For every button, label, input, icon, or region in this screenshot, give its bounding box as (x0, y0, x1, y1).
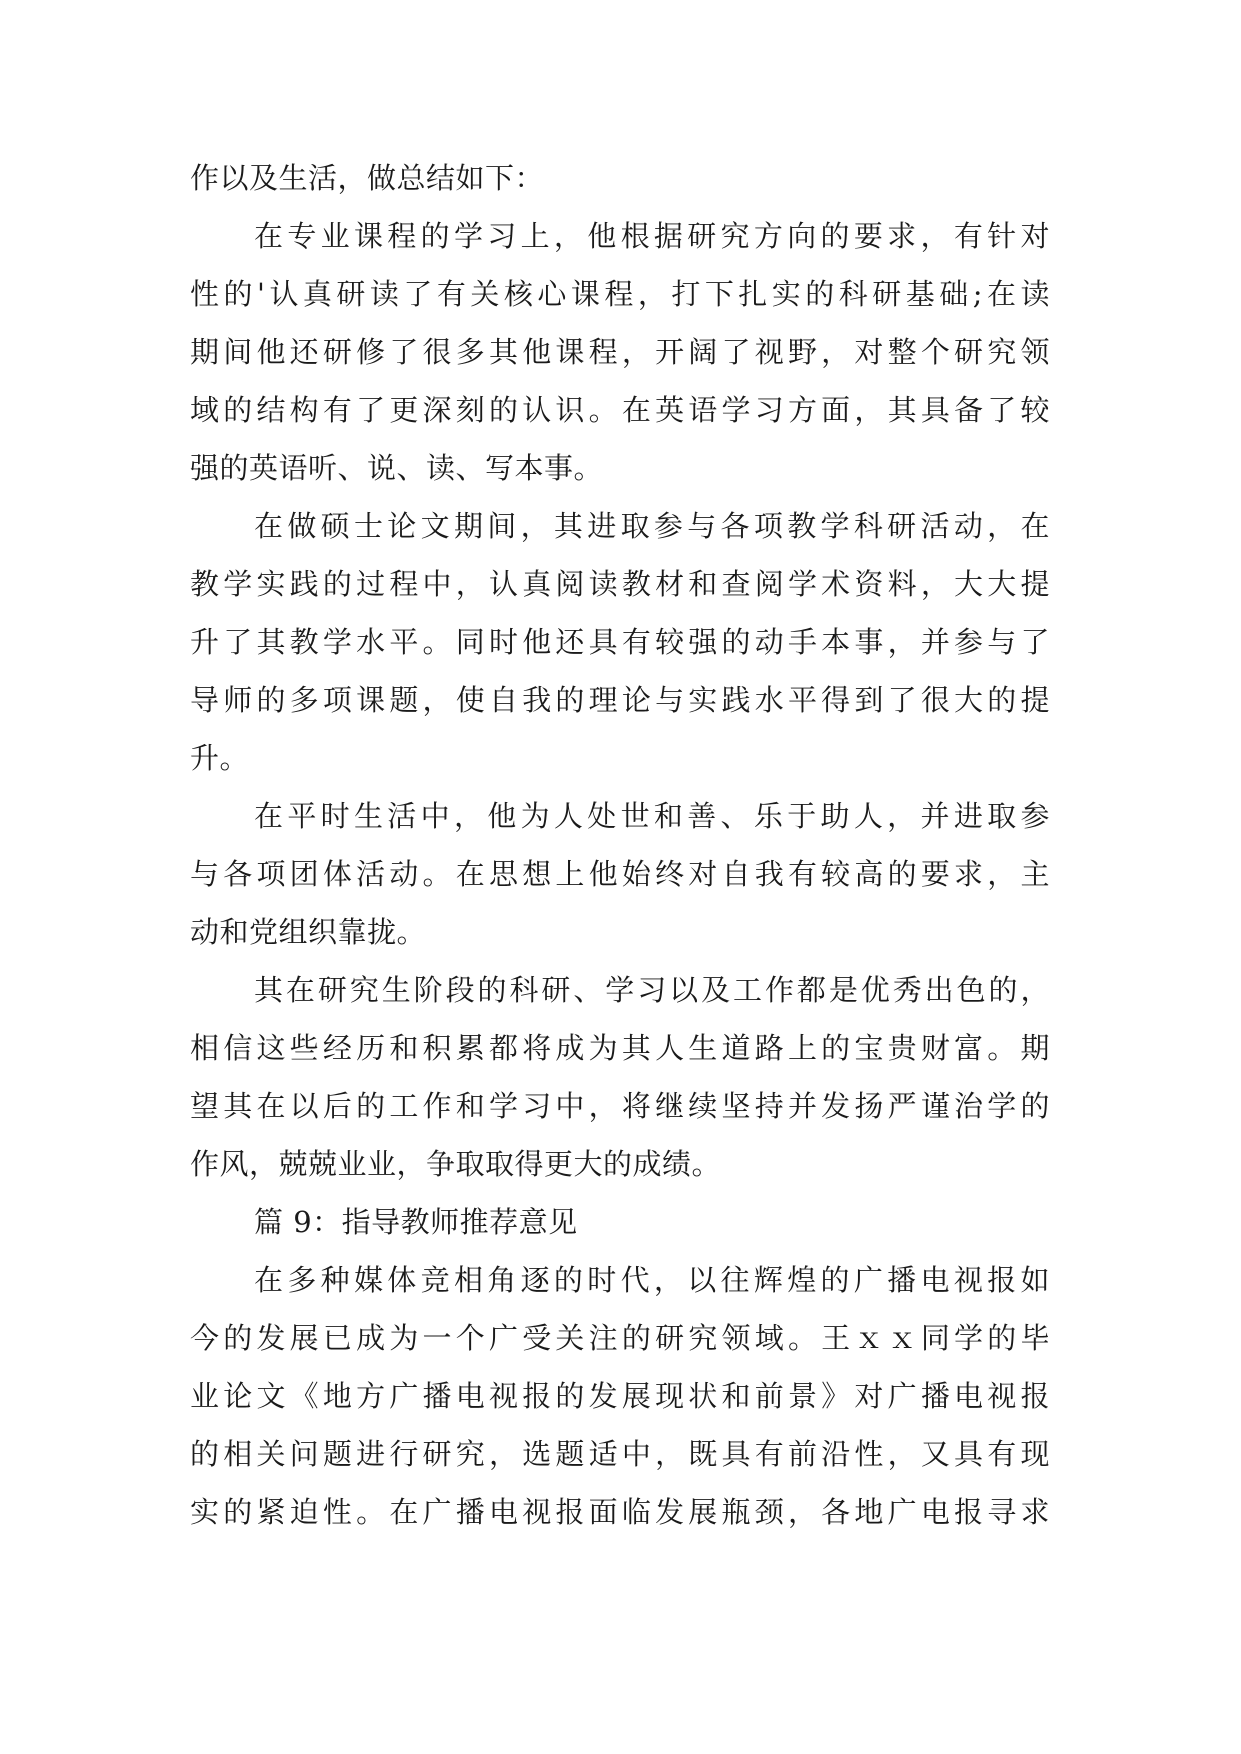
text-line: 期间他还研修了很多其他课程，开阔了视野，对整个研究领 (190, 335, 1050, 369)
text-line: 强的英语听、说、读、写本事。 (190, 451, 604, 485)
text-line: 升了其教学水平。同时他还具有较强的动手本事，并参与了 (190, 625, 1050, 659)
text-line: 在专业课程的学习上，他根据研究方向的要求，有针对 (254, 219, 1050, 253)
text-line: 域的结构有了更深刻的认识。在英语学习方面，其具备了较 (190, 393, 1050, 427)
text-line: 在平时生活中，他为人处世和善、乐于助人，并进取参 (254, 799, 1050, 833)
text-line: 在多种媒体竞相角逐的时代，以往辉煌的广播电视报如 (254, 1263, 1050, 1297)
text-line: 作风，兢兢业业，争取取得更大的成绩。 (190, 1147, 722, 1181)
text-line: 性的'认真研读了有关核心课程，打下扎实的科研基础;在读 (190, 277, 1050, 311)
text-line: 升。 (190, 741, 250, 775)
text-line: 作以及生活，做总结如下： (190, 161, 545, 195)
text-line: 的相关问题进行研究，选题适中，既具有前沿性，又具有现 (190, 1437, 1050, 1471)
text-line: 导师的多项课题，使自我的理论与实践水平得到了很大的提 (190, 683, 1050, 717)
text-line: 相信这些经历和积累都将成为其人生道路上的宝贵财富。期 (190, 1031, 1050, 1065)
text-line: 与各项团体活动。在思想上他始终对自我有较高的要求，主 (190, 857, 1050, 891)
text-line: 动和党组织靠拢。 (190, 915, 427, 949)
text-line: 实的紧迫性。在广播电视报面临发展瓶颈，各地广电报寻求 (190, 1495, 1050, 1529)
text-line: 今的发展已成为一个广受关注的研究领域。王ｘｘ同学的毕 (190, 1321, 1050, 1355)
text-line: 望其在以后的工作和学习中，将继续坚持并发扬严谨治学的 (190, 1089, 1050, 1123)
text-line: 其在研究生阶段的科研、学习以及工作都是优秀出色的， (254, 973, 1050, 1007)
text-line: 篇 9：指导教师推荐意见 (254, 1205, 578, 1239)
text-line: 业论文《地方广播电视报的发展现状和前景》对广播电视报 (190, 1379, 1050, 1413)
text-line: 在做硕士论文期间，其进取参与各项教学科研活动，在 (254, 509, 1050, 543)
text-line: 教学实践的过程中，认真阅读教材和查阅学术资料，大大提 (190, 567, 1050, 601)
